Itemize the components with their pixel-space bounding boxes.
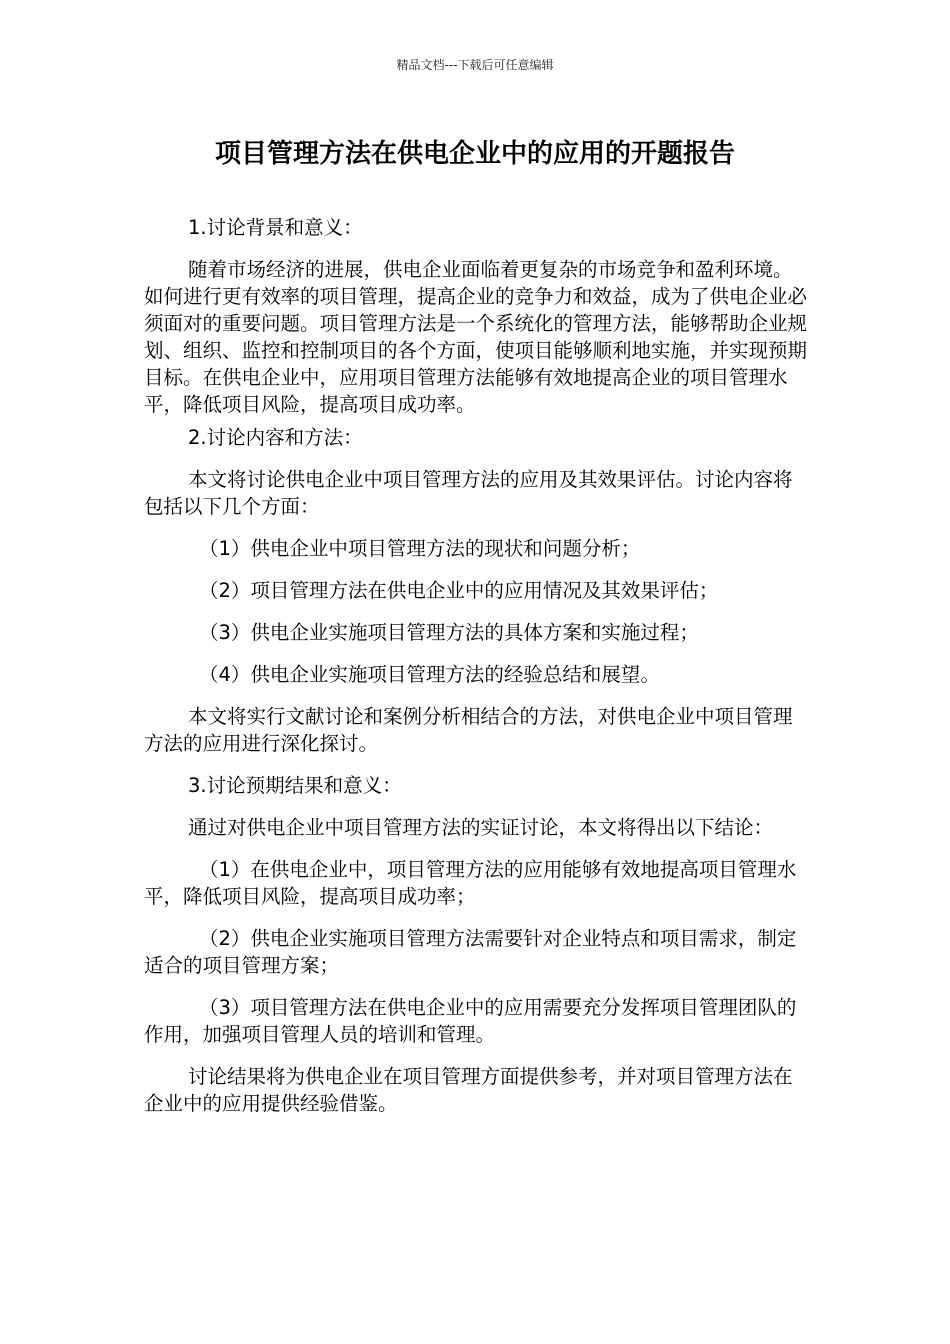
paragraph-results-outro: 讨论结果将为供电企业在项目管理方面提供参考，并对项目管理方法在企业中的应用提供经验借鉴。 — [144, 1065, 793, 1115]
section-heading-expected-results: 3.讨论预期结果和意义： — [188, 774, 402, 797]
list-item-content-3: （3）供电企业实施项目管理方法的具体方案和实施过程； — [199, 621, 699, 644]
paragraph-results-intro: 通过对供电企业中项目管理方法的实证讨论，本文将得出以下结论： — [188, 816, 774, 839]
document-title: 项目管理方法在供电企业中的应用的开题报告 — [214, 139, 735, 169]
list-item-result-2: （2）供电企业实施项目管理方法需要针对企业特点和项目需求，制定适合的项目管理方案； — [144, 927, 797, 977]
section-heading-content-method: 2.讨论内容和方法： — [188, 426, 363, 449]
list-item-result-3: （3）项目管理方法在供电企业中的应用需要充分发挥项目管理团队的作用，加强项目管理人员的培训和管理。 — [144, 996, 797, 1046]
paragraph-content-intro: 本文将讨论供电企业中项目管理方法的应用及其效果评估。讨论内容将包括以下几个方面： — [144, 468, 793, 518]
list-item-content-4: （4）供电企业实施项目管理方法的经验总结和展望。 — [199, 663, 660, 686]
page-header: 精品文档---下载后可任意编辑 — [396, 58, 554, 72]
list-item-content-1: （1）供电企业中项目管理方法的现状和问题分析； — [199, 537, 641, 560]
document-body — [144, 214, 809, 1117]
paragraph-background: 随着市场经济的进展，供电企业面临着更复杂的市场竞争和盈利环境。如何进行更有效率的项目管理，提高企业的竞争力和效益，成为了供电企业必须面对的重要问题。项目管理方法是一个系统化的管理方法，能够帮助企业规划、组织、监控和控制项目的各个方面，使项目能够顺利地实施，并实现预期目标。在供电企业中，应用项目管理方法能够有效地提高企业的项目管理水平，降低项目风险，提高项目成功率。 — [144, 258, 808, 416]
paragraph-content-outro: 本文将实行文献讨论和案例分析相结合的方法，对供电企业中项目管理方法的应用进行深化探讨。 — [144, 705, 793, 755]
list-item-content-2: （2）项目管理方法在供电企业中的应用情况及其效果评估； — [199, 579, 719, 602]
list-item-result-1: （1）在供电企业中，项目管理方法的应用能够有效地提高项目管理水平，降低项目风险，提高项目成功率； — [144, 858, 797, 908]
section-heading-background: 1.讨论背景和意义： — [188, 216, 363, 239]
